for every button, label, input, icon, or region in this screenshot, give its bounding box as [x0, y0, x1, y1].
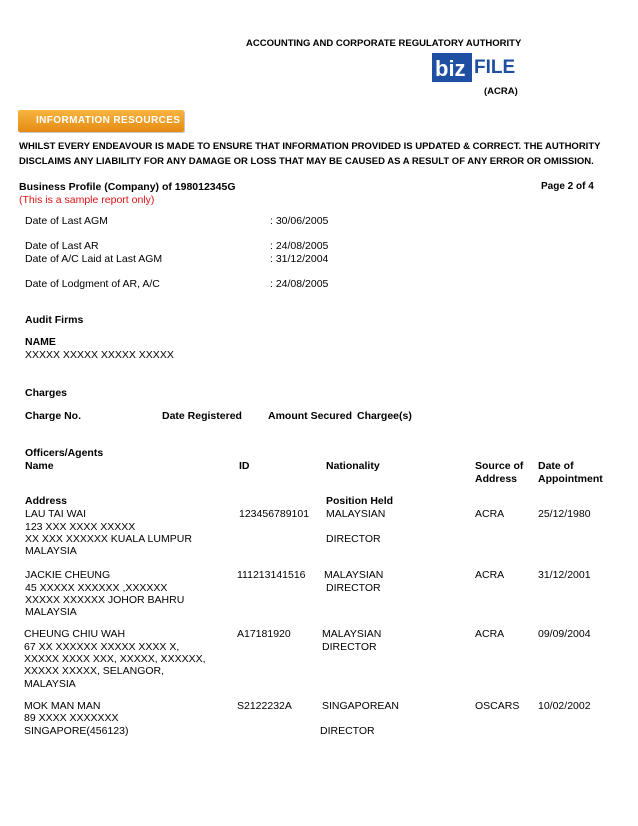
- date-value: : 24/08/2005: [270, 278, 329, 290]
- sample-note: (This is a sample report only): [19, 194, 155, 206]
- disclaimer-line-1: WHILST EVERY ENDEAVOUR IS MADE TO ENSURE THAT INFORMATION PROVIDED IS UPDATED & CORRECT. THE AUTHORITY: [19, 141, 601, 152]
- date-label: Date of Last AR: [25, 240, 99, 252]
- date-label: Date of A/C Laid at Last AGM: [25, 253, 163, 265]
- officer-appointment-date: 09/09/2004: [538, 628, 591, 640]
- officer-address-line: 67 XX XXXXXX XXXXX XXXX X,: [24, 641, 180, 653]
- officer-position: DIRECTOR: [322, 641, 377, 653]
- officer-address-line: MALAYSIA: [24, 678, 76, 690]
- officer-source: ACRA: [475, 628, 505, 640]
- date-registered-header: Date Registered: [162, 410, 242, 422]
- svg-text:FILE: FILE: [474, 57, 516, 78]
- source-header-2: Address: [475, 473, 518, 485]
- date-value: : 24/08/2005: [270, 240, 329, 252]
- officer-nationality: MALAYSIAN: [326, 508, 386, 520]
- date-label: Date of Lodgment of AR, A/C: [25, 278, 160, 290]
- officer-name: CHEUNG CHIU WAH: [24, 628, 126, 640]
- officer-address-line: 123 XXX XXXX XXXXX: [25, 521, 136, 533]
- officer-id: 123456789101: [239, 508, 310, 520]
- audit-name-label: NAME: [25, 336, 56, 348]
- acra-label: (ACRA): [484, 86, 518, 97]
- name-header: Name: [25, 460, 54, 472]
- date-value: : 31/12/2004: [270, 253, 329, 265]
- chargees-header: Chargee(s): [357, 410, 412, 422]
- officer-address-line: 89 XXXX XXXXXXX: [24, 712, 119, 724]
- disclaimer: [19, 139, 619, 169]
- officer-position: DIRECTOR: [326, 582, 381, 594]
- officer-id: 111213141516: [237, 569, 306, 581]
- address-header: Address: [25, 495, 68, 507]
- audit-firms-heading: Audit Firms: [25, 314, 84, 326]
- officers-heading: Officers/Agents: [25, 447, 104, 459]
- svg-text:biz: biz: [435, 56, 466, 81]
- officer-nationality: MALAYSIAN: [324, 569, 384, 581]
- officer-name: JACKIE CHEUNG: [25, 569, 111, 581]
- officer-address-line: SINGAPORE(456123): [24, 725, 129, 737]
- authority-heading: ACCOUNTING AND CORPORATE REGULATORY AUTHORITY: [246, 38, 522, 49]
- officer-id: A17181920: [237, 628, 291, 640]
- officer-source: OSCARS: [475, 700, 520, 712]
- officer-id: S2122232A: [237, 700, 292, 712]
- officer-source: ACRA: [475, 569, 505, 581]
- charges-heading: Charges: [25, 387, 68, 399]
- bizfile-logo: [432, 51, 522, 83]
- officer-source: ACRA: [475, 508, 505, 520]
- officer-address-line: MALAYSIA: [25, 606, 77, 618]
- officer-appointment-date: 25/12/1980: [538, 508, 591, 520]
- officer-nationality: MALAYSIAN: [322, 628, 382, 640]
- position-header: Position Held: [326, 495, 394, 507]
- date-label: Date of Last AGM: [25, 215, 108, 227]
- officer-address-line: XXXXX XXXX XXX, XXXXX, XXXXXX,: [24, 653, 206, 665]
- date-value: : 30/06/2005: [270, 215, 329, 227]
- page-number: Page 2 of 4: [541, 181, 594, 192]
- officer-appointment-date: 10/02/2002: [538, 700, 591, 712]
- officer-address-line: XX XXX XXXXXX KUALA LUMPUR: [25, 533, 192, 545]
- profile-title: Business Profile (Company) of 198012345G: [19, 181, 236, 193]
- officer-address-line: MALAYSIA: [25, 545, 77, 557]
- nationality-header: Nationality: [326, 460, 380, 472]
- source-header: Source of: [475, 460, 524, 472]
- information-resources-banner: [18, 110, 184, 132]
- officer-position: DIRECTOR: [326, 533, 381, 545]
- officer-nationality: SINGAPOREAN: [322, 700, 400, 712]
- officer-address-line: XXXXX XXXXX, SELANGOR,: [24, 665, 165, 677]
- officer-address-line: 45 XXXXX XXXXXX ,XXXXXX: [25, 582, 168, 594]
- officer-appointment-date: 31/12/2001: [538, 569, 591, 581]
- appointment-header: Date of: [538, 460, 574, 472]
- disclaimer-line-2: DISCLAIMS ANY LIABILITY FOR ANY DAMAGE OR LOSS THAT MAY BE CAUSED AS A RESULT OF ANY ERROR OR OMISSION.: [19, 156, 594, 167]
- officer-name: LAU TAI WAI: [25, 508, 87, 520]
- banner-label: INFORMATION RESOURCES: [36, 115, 181, 126]
- id-header: ID: [239, 460, 250, 472]
- officer-name: MOK MAN MAN: [24, 700, 101, 712]
- amount-secured-header: Amount Secured: [268, 410, 353, 422]
- appointment-header-2: Appointment: [538, 473, 603, 485]
- charge-no-header: Charge No.: [25, 410, 82, 422]
- officer-address-line: XXXXX XXXXXX JOHOR BAHRU: [25, 594, 185, 606]
- audit-name-value: XXXXX XXXXX XXXXX XXXXX: [25, 349, 174, 361]
- officer-position: DIRECTOR: [320, 725, 375, 737]
